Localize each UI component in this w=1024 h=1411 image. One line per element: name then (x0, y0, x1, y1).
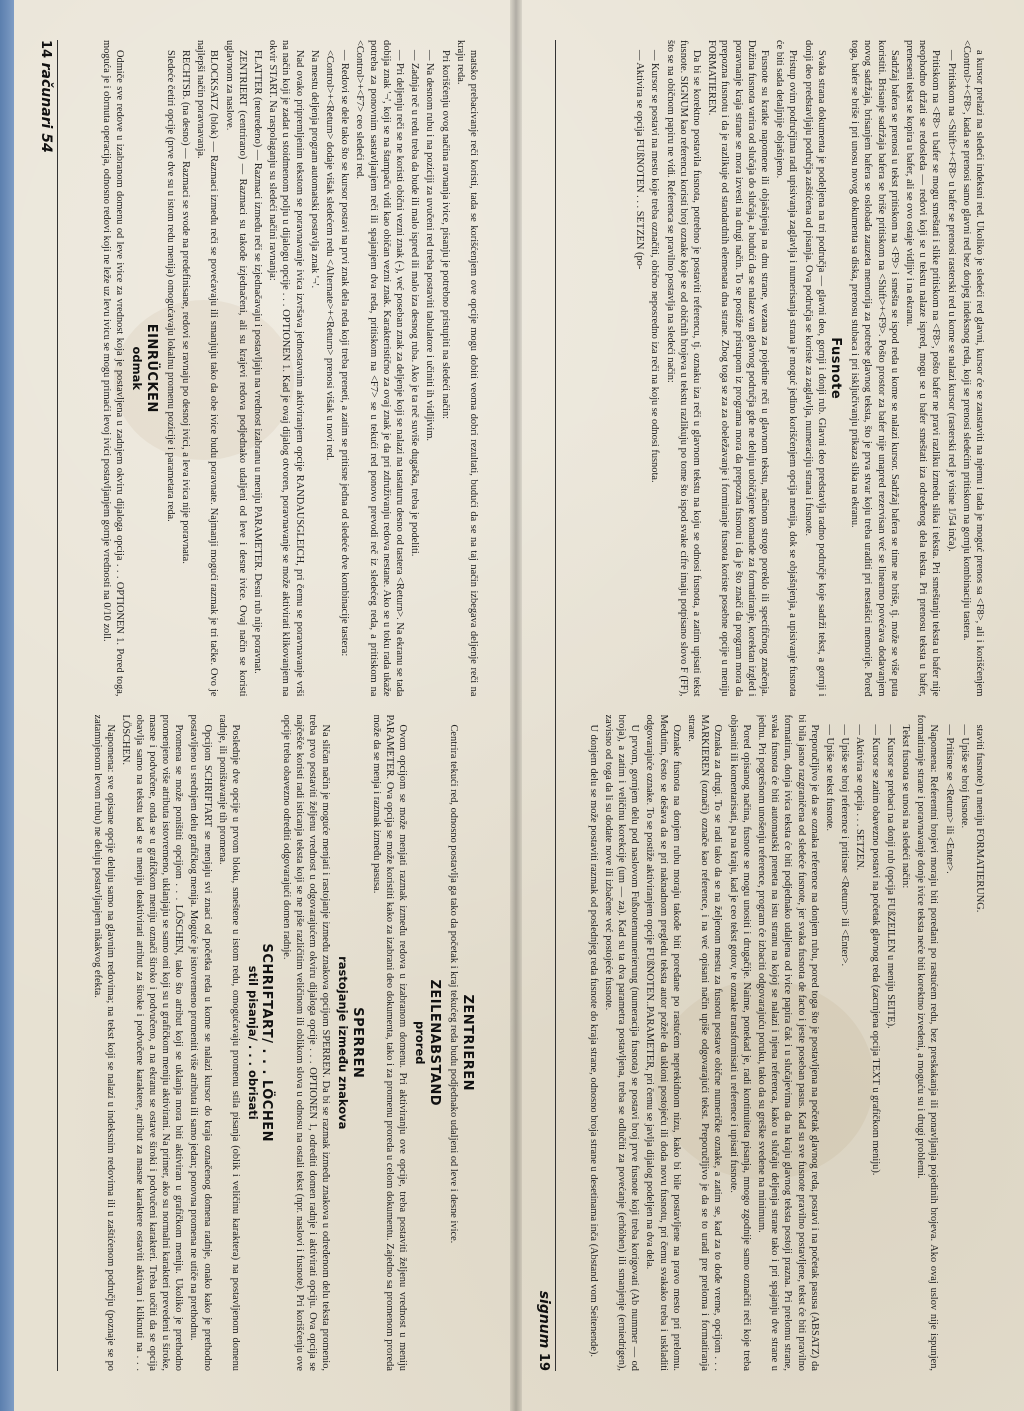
left-column-2 (72, 715, 480, 1372)
magazine-name: signum (536, 1290, 552, 1349)
blue-edge (0, 0, 14, 1411)
paragraph: — Pri deljenju reči se ne koristi obični vezni znak (-), već poseban znak za deljenje koji se nalazi na tastaturu desno od tastera <Return>. Na ekranu se tada dobija znak '¬', koji se na štampaču vidi kao običan vezni znak. Karakteristično za ovaj znak je da pri združivanju redova nestane. Ako se u toku rada ukaže potreba za ponovnim sastavljanjem reči ili spajanjem dva reda, pritiskom na <F7> se u tekući red ponovo prevodi reč iz sledećeg reda, a pritiskom na <Control>+<F7> ceo sledeći red. (354, 40, 405, 697)
paragraph: ZENTRIERT (centrirano) — Razmaci su takođe izjednačeni, ali su krajevi redova podjednako udaljeni od leve i desne ivice. Ovaj način se koristi uglavnom za naslove. (223, 40, 248, 697)
paragraph: BLOCKSATZ (blok) — Razmaci između reči se povećavaju ili smanjuju tako da obe ivice budu poravnate. Najmanji mogući razmak je tri tačke. Ovo je najlepši način poravnavanja. (195, 40, 220, 697)
section-subheading: odmak (130, 346, 145, 391)
paragraph: Preporučljivo je da se oznaka reference na donjem rubu, pored toga što je postavljena na početak glavnog reda, postavi i na početak pasusa (ABSATZ) da bi bila jasno razgraničena od sledeće fusnote, jer svaka fusnota de facto i jeste poseban pasus. Kad su sve fusnote pravilno postavljene, tekst će biti pravilno formatiran, donja ivica teksta će biti podjednako udaljena od ivice papira čak i u slučajevima da na kraju glavnog teksta postoji prazna. Pri prelomu strane, svaka fusnota će biti automatski preneta na istu stranu na kojoj se nalazi i njena referenca, kako u slučaju deljenja strane tako i pri spajanju dve strane u jednu. Pri pogrešnom unošenju reference, program će izbaciti odgovarajuću poruku, tako da su greške svedene na minimum. (755, 714, 820, 1371)
paragraph: Pristup ovim područjima radi upisivanja zaglavlja i numerisanja strana je moguć jedino korišćenjem opcija menija, dok se objašnjenja, a upisivanje fusnota će biti sada detaljnije objašnjeno. (774, 40, 799, 697)
paragraph: Tekst fusnota se unosi na sledeći način: (899, 724, 911, 889)
right-column-1 (570, 40, 986, 697)
paragraph: Odmiče sve redove u izabranom domenu od leve ivice za vrednost koja je postavljena u zadnjem okviru dijaloga opcija . . . OPTIONEN 1. Pored toga, moguća je i obrnuta operacija, odnosno redovi koji ne leže uz levu ivicu se mogu primaći levoj ivici postavljanjem gornje vrednosti na 0/10 zoll. (100, 40, 126, 697)
section-subheading: rastojanje između znakova (336, 956, 351, 1130)
section-subheading: stil pisanja/ . . . obrisati (246, 965, 261, 1120)
paragraph: — Kursor se postavi na mesto koje treba označiti, obično neposredno iza reči na koju se odnosi fusnota. (649, 50, 661, 483)
paragraph: Na mestu deljenja program automatski postavlja znak '¬'. (308, 50, 320, 289)
left-page (24, 0, 510, 1411)
paragraph: <Control>+<Return> dodaje višak sledećem redu <Alternate>+<Return> prenosi višak u novi red. (323, 50, 335, 461)
paragraph: — Upiše se tekst fusnote. (823, 724, 835, 831)
page-number: 14 (38, 40, 53, 59)
paragraph: Promena se može poništiti opcijom . . . LÖSCHEN, tako što atribut koji se uklanja mora biti aktiviran u grafičkom meniju. Ukoliko je prethodno promenjeno više atributa istovremeno, uklanjaju se samo oni koji su u grafičkom meniju aktivirani. Na primer, ako su normalni karakteri prevedeni u široke, masne i podvučene, onda se u grafičkom meniju označi široko i podvučeno, a na ekranu se ostave široki i podvučeni karakteri. Treba uočiti da se opcija obavlja samo na tekstu kad se u meniju deaktivirati atribut za široke i podvučene karaktere, atribut za masne karaktere ostaviti aktivan i kliknuti na . . . LÖSCHEN. (120, 714, 185, 1371)
paragraph: Pritiskom na <F8> u bafer se mogu smeštati i slike pritiskom na <F8>, pošto bafer ne pravi razliku između slika i teksta. Pri smeštanju teksta u bafer nije neophodno držati se redosleda — redovi koji se u tekstu nalaze ispred, mogu se u bafer smeštati iza određenog dela teksta. Pri prenosu teksta u bafer, preneseni tekst se kopira u bafer, ali se ovo ostaje vidljiv i na ekranu. (903, 40, 942, 697)
paragraph: Oznake fusnota na donjem rubu moraju takođe biti poređane po rastućem neprekidnom nizu, kako bi bile postavljene na pravo mesto pri prelomu. Međutim, često se dešava da se pri naknadnom pregledu teksta autor požele da ukloni postojeću ili doda novu fusnotu, pri čemu svakako treba i uskladiti odgovarajuće oznake. To se postiže aktiviranjem opcije FUßNOTEN..PARAMETER, pri čemu se javlja dijalog podeljen na dva dela. (644, 714, 682, 1371)
paragraph: — Na desnom rubu i na poziciji za uvučeni red treba postaviti tabulatore i učiniti ih vidljivim. (424, 50, 436, 441)
center-fold (510, 0, 522, 1411)
page-number: 19 (536, 1352, 551, 1371)
footer-page-left (38, 40, 54, 153)
paragraph: Pri korišćenju ovog načina ravnanja ivice, pisanju je potrebno pristupiti na sledeći način: (439, 50, 451, 420)
paragraph: — Redovi se dele tako što se kursor postavi na prvi znak dela reda koji treba preneti, a zatim se pritisne jedna od sledeće dve kombinacije tastera: (339, 50, 351, 657)
section-heading: Fusnote (827, 337, 843, 400)
paragraph: Poslednje dve opcije u prvom bloku, smeštene u istom redu, omogućavaju promenu stila pisanja (oblik i veličinu karaktera) na postavljenom domenu radnje, ili poništavanje tih promena. (216, 714, 241, 1371)
paragraph: Napomena: sve opisane opcije deluju samo na glavnim redovima; na tekst koji se nalazi u indeksnim redovima ili u zaštićenom području (poznaje se po zatamnjenom levom rubu) ne deluju postavljanjem nikakvog efekta. (91, 714, 117, 1371)
paragraph: matsko prebacivanje reči koristi, tada se korišćenjem ove opcije mogu dobiti veoma dobri rezultati, budući da se na taj način izbegava deljenje reči na kraju reda. (454, 40, 479, 697)
paragraph: RECHTSB. (na desno) — Razmaci se svode na predefinisane, redovi se ravnaju po desnoj ivici, a leva ivica nije poravnata. (179, 50, 191, 564)
footer-page-right (536, 1291, 552, 1371)
paragraph: — Kursor se prebaci na donji rub (opcija FUßZEILEN u meniju SEITE). (884, 724, 896, 1029)
paragraph: Da bi se korektno postavila fusnota, potrebno je postaviti referencu, tj. oznaku iza reči u glavnom tekstu na koju se odnosi fusnota, a zatim upisati tekst fusnote. SIGNUM kao referencu koristi broj oznake koje se od običnih brojeva u tekstu razlikuju po tome što ispod svake cifre imaju potpisano slovo F (FF), što se na običnom papiru ne vidi. Referenca se pravilno postavlja na sledeći način: (664, 40, 702, 697)
right-page (522, 0, 1016, 1411)
paragraph: — Aktivira se opcija . . . SETZEN. (854, 724, 866, 871)
paragraph: staviti fusnote) u meniju FORMATIERUNG. (974, 724, 985, 913)
paragraph: FLATTER (neuredeno) — Razmaci između reči se izjednačavaju i postavljaju na vrednost izabranu u meniju PARAMETER. Desni rub nije poravnat. (251, 50, 263, 674)
paragraph: — Upiše se broj reference i pritisne <Return> ili <Enter>. (839, 724, 851, 967)
section-heading: SCHRIFTART/ . . . LÖCHEN (259, 943, 275, 1142)
paragraph: Sadržaj bafera se prenosi u tekst pritiskom na <F9> i smešta se ispod reda u kome se nalazi kursor. Sadržaj bafera se time ne briše, tj. može se više puta koristiti. Brisanje sadržaja bafera se briše pritiskom na <Shift>+<F9>. Pošto prostor za bafer nije unapred rezervisan već se linearno povećava dodavanjem novog sadržaja, brisanjem bafera se oslobađa zauzeta memorija za potrebe glavnog teksta, što je prva stvar koju treba uraditi pri nestašici memorije. Poređ toga, bafer se briše i pri unosu novog dokumenta sa diska, prenosu stubaca i pri isključivanju prikaza slika na ekranu. (849, 40, 900, 697)
paragraph: Opcijom SCHRIFTART se menjaju svi znaci od početka reda u kome se nalazi kursor do kraja označenog domena radnje, onako kako je prethodno postavljeno u srednjem delu grafičkog menija. Moguće je istovremeno promeniti više atributa ili samo jedan; ponovna promena ne utiče na prethodnu. (188, 714, 213, 1371)
section-heading: ZENTRIEREN (460, 994, 475, 1092)
paragraph: — Zadnja reč u redu treba da bude ili malo ispred ili malo iza desnog ruba. Ako je ta reč suviše dugačka, treba je podeliti. (409, 50, 421, 557)
paragraph: Sledeće četiri opcije (prve dve su u istom redu menija) omogućavaju lokalnu promenu pozicije i parametara reda. (164, 50, 176, 522)
paragraph: — Pritisne se <Return> ili <Enter>. (943, 724, 955, 874)
paragraph: Ovom opcijom se može menjati razmak između redova u izabranom domenu. Pri aktiviranju ove opcije, treba postaviti željenu vrednost u meniju PARAMETER. Ova opcija se može koristiti kako za izabrani deo dokumenta, tako i za promenu proreda u celom dokumentu. Zajedno sa promenom proreda može da se menja i razmak između pasusa. (370, 714, 409, 1371)
left-footer (38, 40, 58, 1371)
section-heading: SPERREN (349, 1007, 365, 1079)
paragraph: Pored opisanog načina, fusnote se mogu unositi i drugačije. Naime, ponekad je, radi kontinuiteta pisanja, mnogo zgodnije samo označiti reči koje treba objasniti ili komentarisati, pa na kraju, kad je ceo tekst gotov, te oznake transformisati u reference i upisati fusnote. (727, 714, 752, 1371)
paragraph: Svaka strana dokumenta je podeljena na tri područja — glavni deo, gornji i donji rub. Glavni deo predstavlja radno područje koje sadrži tekst, a gornji i donji deo predstavljaju područja zaštićena od pisanja. Ova područja se koriste za zaglavlja, numeraciju strana i fusnote. (802, 40, 827, 697)
paragraph: Oznaka za drugi. To se radi tako da se na željenom mestu za fusnotu postave obične numeričke oznake, a zatim se, kad za to dođe vreme, opcijom . . . MARKIEREN (označi) označe kao reference, i na već opisani način upiše odgovarajući tekst. Preporučljivo je da se to uradi pre preloma i formatiranja strane. (685, 714, 724, 1371)
section-heading: ZEILENABSTAND (426, 979, 442, 1107)
paragraph: Na sličan način je moguće menjati i rastojanje između znakova opcijom SPERREN. Da bi se razmak između znakova u određenom delu teksta promenio, treba prvo postaviti željenu vrednost u odgovarajućem okviru dijaloga opcije . . . OPTIONEN 1, odrediti domen radnje i aktivirati opciju. Ova opcija se najčešće koristi radi isticanja teksta koji se ne piše različitim veličinom ili oblikom slova u odnosu na ostali tekst (npr. naslovi i fusnote). Pri korišćenju ove opcije treba obavezno odrediti odgovarajući domen radnje. (280, 714, 332, 1371)
paragraph: Nad ovako pripremljenim tekstom se poravnavanje ivica izvršava jednostavnim aktiviranjem opcije RANDAUSGLEICH, pri čemu se poravnavanje vrši na način koji je zadat u stoidmenom polju u dijalogu opcije . . . OPTIONEN 1. Kad je ovaj dijalog otvoren, poravnavanje se može aktivirati klikovanjem na okvir START. Na raspolaganju su sledeći načini ravnanja: (267, 40, 305, 697)
paragraph: U donjem delu se može postaviti razmak od poslednjeg reda fusnote do kraja strane, odnosno broja strane u desetinama inča (Abstand vom Seitenende). (587, 724, 599, 1357)
paragraph: Centrira tekući red, odnosno postavlja ga tako da početak i kraj tekućeg reda budu podjednako udaljeni od leve i desne ivice. (447, 724, 459, 1244)
right-column-2 (570, 715, 986, 1372)
paragraph: — Upiše se broj fusnote. (958, 724, 970, 829)
section-subheading: prored (413, 1020, 428, 1065)
paragraph: — Aktivira se opcija FUßNOTEN . . . SETZEN (po- (634, 50, 646, 270)
paragraph: U prvom, gornjem delu pod naslovom Fußnotennumerierung (numeracija fusnota) se postavi broj prve fusnote koji treba korigovati (Ab nummer — od broja), a zatim i veličinu korekcije (um — za). Kad su ta dva parametra postavljena, treba se odlučiti za povećanje (erhöhen) ili smanjenje (erniedrigen), zavisno od toga da li su dodate nove ili izbačene već postojeće fusnote. (602, 714, 641, 1371)
paragraph: — Kursor se zatim obavezno postavi na početak glavnog reda (zacrnjena opcija TEXT u grafičkom meniju). (869, 724, 881, 1176)
paragraph: a kursor prelazi na sledeći indeksni red. Ukoliko je sledeći red glavni, kursor će se zaustaviti na njemu i tada je moguć prenos sa <F8>, ali i korišćenjem <Control>+<F8>, kada se prenosi samo glavni red bez donjeg indeksnog reda, koji se prenosi sledećim pritiskom na gornju kombinaciju tastera. (960, 40, 985, 697)
magazine-name: računari 54 (38, 62, 54, 153)
paragraph: Fusnote su kratke napomene ili objašnjenja na dnu strane, vezana za pojedine reči u glavnom tekstu, načinom strogo poreklo ili specifičnog značenja. Dužina fusnota varira od slučaja do slučaja, a budući da se nalaze van glavnog područja gde ne deluju uobičajene komande za formatiranje, korektan izgled i poravnanje kraja strane se mora izvesti na drugi način. To se postiže pristupom iz programa mora da prepozna fusnotu i da je što znači da program mora da prepozna fusnotu i da je razlikuje od standardnih elemenata dna strane. Zbog toga se za za obeležavanje i formiranje fusnota koriste posebne opcije u meniju FORMATIEREN. (706, 40, 770, 697)
paragraph: Napomena: Referentni brojevi moraju biti poređani po rastućem redu, bez preskakanja ili ponavljanja pojedinih brojeva. Ako ovaj uslov nije ispunjen, formatiranje strane i poravnavanje donje ivice teksta neće biti korektno izvedeni, a moguću su i drugi problemi. (915, 714, 940, 1371)
right-footer (536, 40, 556, 1371)
paragraph: — Pritiskom na <Shift>+<F8> u bafer se prenosi rasterski red u kome se nalazi kursor (rasterski red je visine 1/54 inča). (945, 50, 957, 552)
section-heading: EINRÜCKEN (143, 323, 159, 413)
left-column-1 (72, 40, 480, 697)
